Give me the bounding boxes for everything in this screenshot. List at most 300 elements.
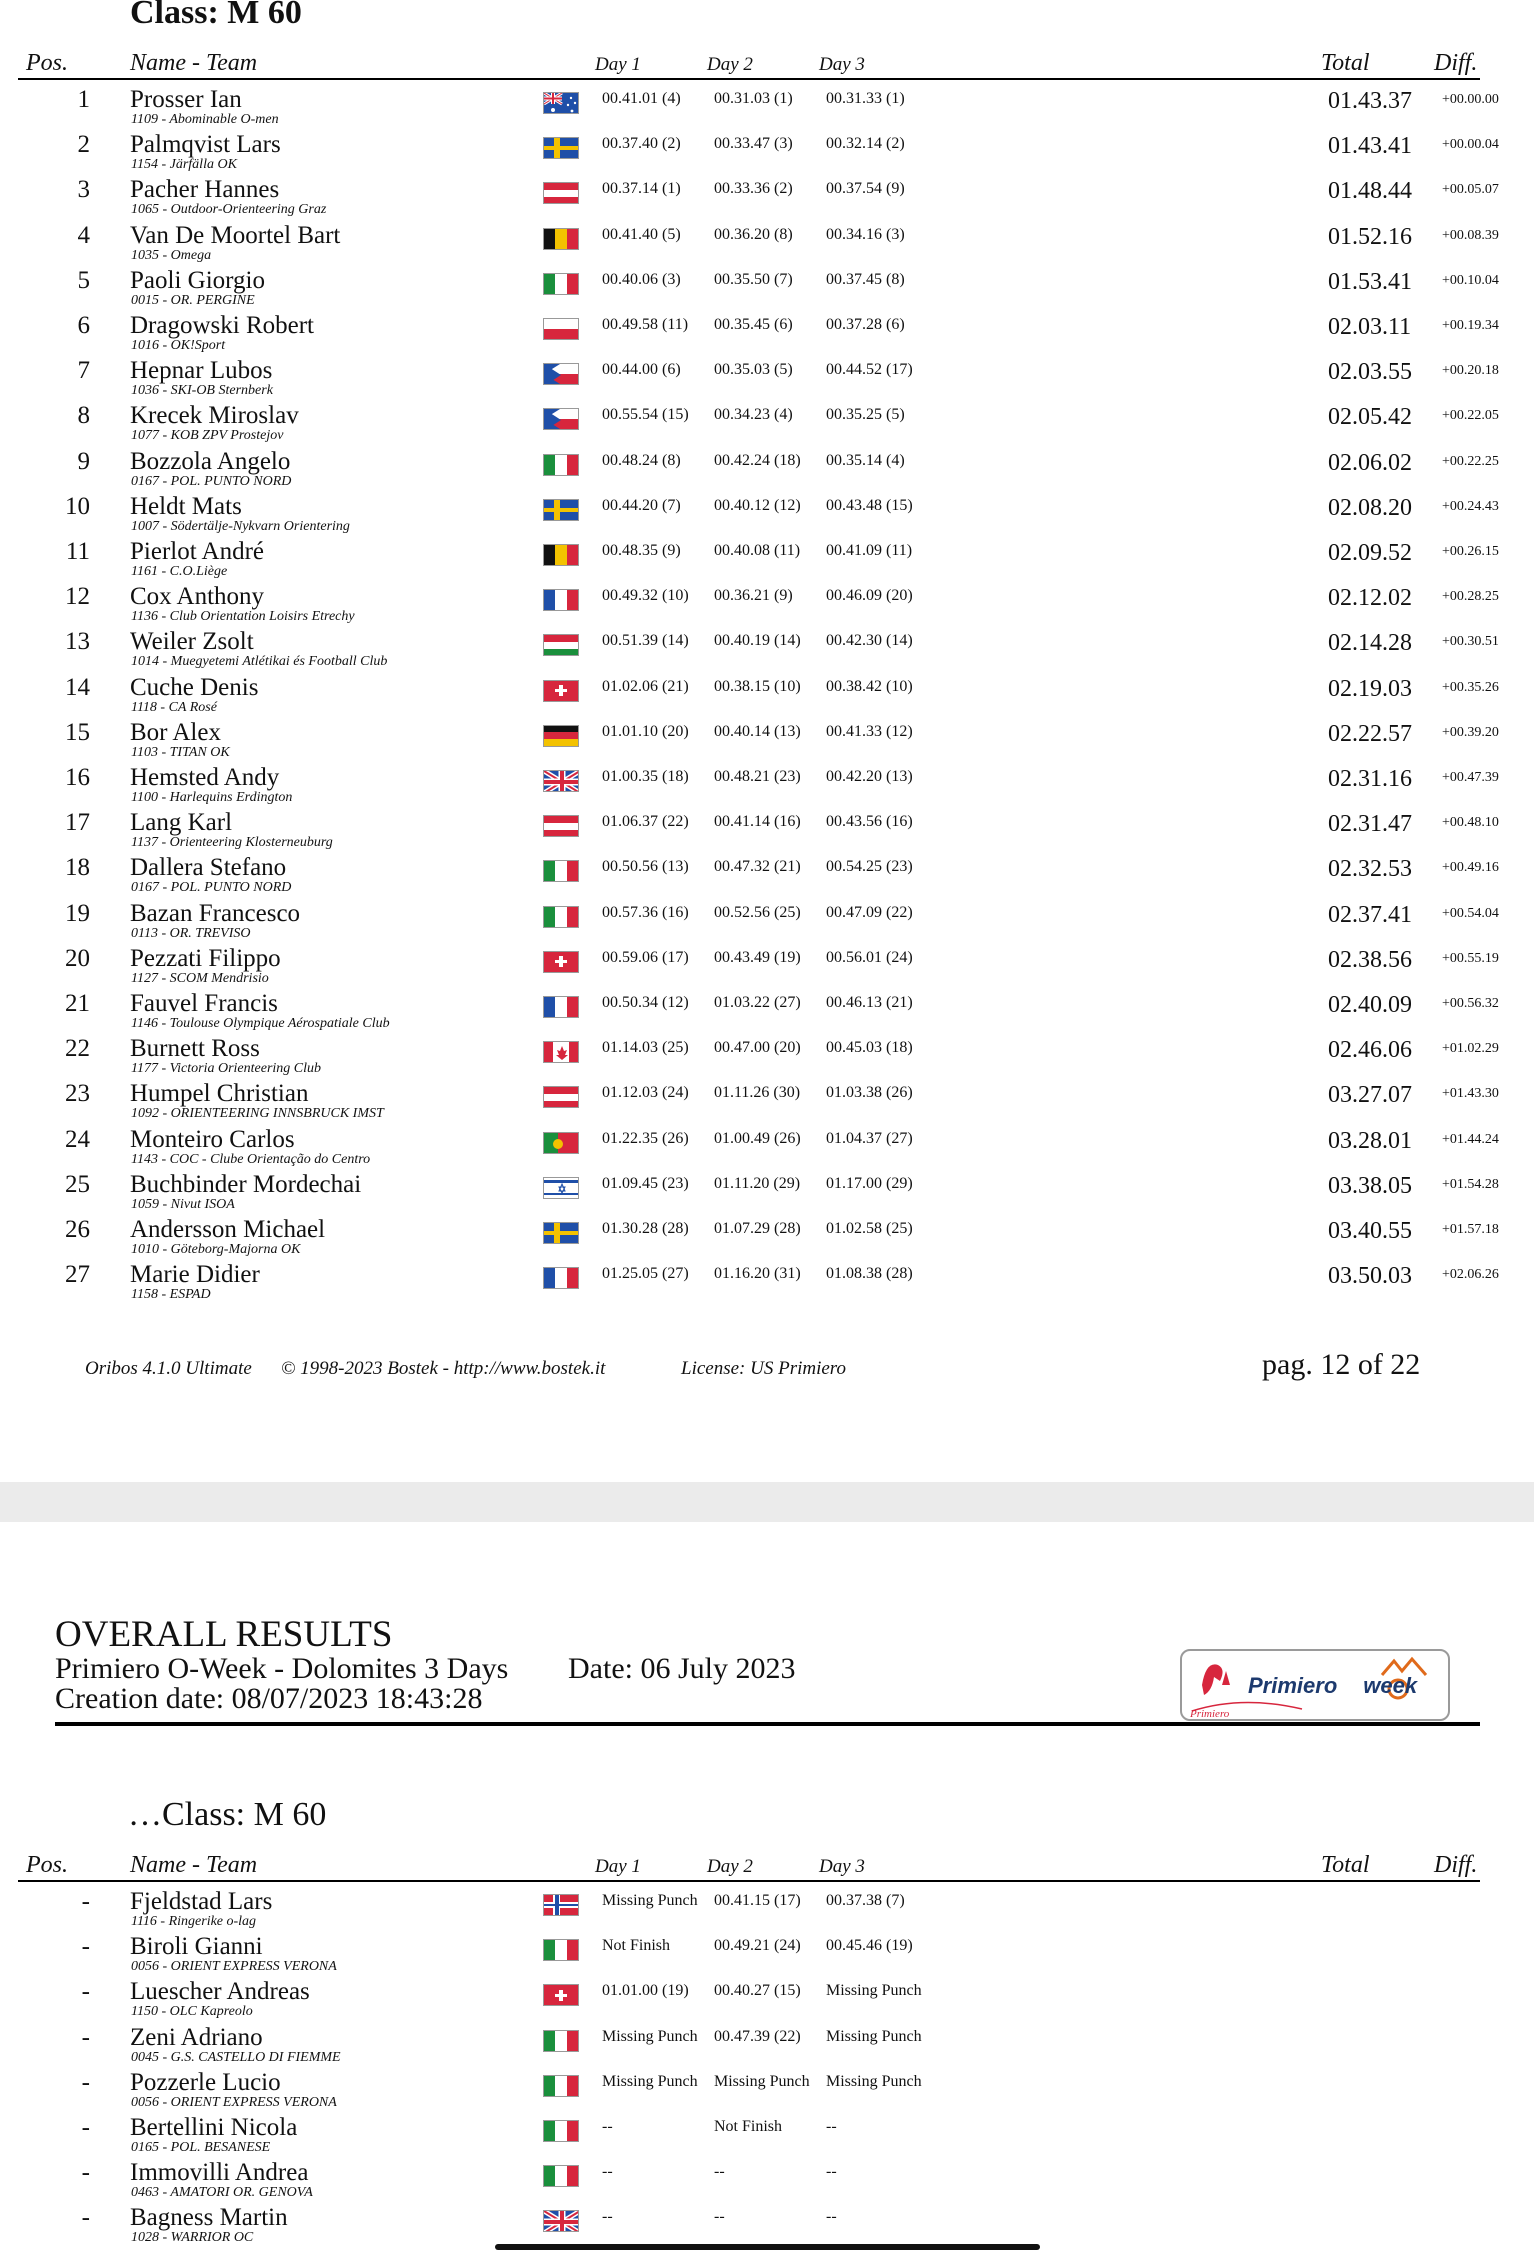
total-time: 01.52.16 [1328, 223, 1412, 250]
competitor-name: Cox Anthony [130, 583, 265, 611]
day3-time: 01.08.38 (28) [826, 1265, 913, 1283]
header-day1: Day 1 [595, 1856, 641, 1877]
position: - [81, 1933, 90, 1961]
day1-time: 00.44.00 (6) [602, 361, 681, 379]
competitor-name: Pezzati Filippo [130, 944, 281, 972]
position: 9 [77, 447, 90, 475]
team-name: 0113 - OR. TREVISO [131, 925, 251, 941]
time-diff: +00.05.07 [1442, 182, 1499, 198]
total-time: 02.06.02 [1328, 449, 1412, 476]
team-name: 1158 - ESPAD [131, 1287, 211, 1303]
position: 14 [65, 673, 90, 701]
competitor-name: Biroli Gianni [130, 1933, 263, 1961]
day3-time: Missing Punch [826, 2072, 922, 2090]
event-date: Date: 06 July 2023 [568, 1652, 796, 1685]
day2-time: 00.35.03 (5) [714, 361, 793, 379]
day1-time: Not Finish [602, 1937, 671, 1955]
flag-ita-icon [543, 273, 579, 295]
table-row [0, 762, 1534, 807]
flag-ita-icon [543, 860, 579, 882]
competitor-name: Lang Karl [130, 809, 233, 837]
time-diff: +01.54.28 [1442, 1176, 1499, 1192]
position: 21 [65, 990, 90, 1017]
day3-time: -- [826, 2118, 837, 2135]
competitor-name: Zeni Adriano [130, 2023, 263, 2051]
total-time: 02.38.56 [1328, 946, 1412, 973]
table-row [0, 1033, 1534, 1078]
competitor-name: Weiler Zsolt [130, 628, 254, 656]
day1-time: -- [602, 2208, 613, 2226]
competitor-name: Fauvel Francis [130, 990, 278, 1017]
position: 22 [65, 1035, 90, 1063]
competitor-name: Van De Moortel Bart [130, 221, 341, 249]
day2-time: 01.03.22 (27) [714, 994, 801, 1011]
creation-date: Creation date: 08/07/2023 18:43:28 [55, 1682, 483, 1715]
day1-time: 00.48.24 (8) [602, 451, 681, 469]
flag-swe-icon [543, 499, 579, 521]
position: 20 [65, 944, 90, 972]
header-name: Name - Team [130, 50, 258, 76]
flag-cze-icon [543, 408, 579, 430]
day2-time: 00.41.14 (16) [714, 813, 801, 831]
flag-por-icon [543, 1132, 579, 1154]
team-name: 1137 - Orienteering Klosterneuburg [131, 835, 333, 851]
table-row [0, 2202, 1534, 2247]
competitor-name: Marie Didier [130, 1261, 260, 1289]
day2-time: -- [714, 2208, 725, 2226]
team-name: 0056 - ORIENT EXPRESS VERONA [131, 1959, 337, 1975]
time-diff: +01.02.29 [1442, 1041, 1499, 1057]
day2-time: 00.38.15 (10) [714, 677, 801, 695]
day2-time: 01.11.20 (29) [714, 1174, 801, 1192]
position: - [81, 1978, 90, 2006]
flag-fra-icon [543, 589, 579, 611]
total-time: 02.19.03 [1328, 675, 1412, 702]
table-row [0, 355, 1534, 400]
table-row [0, 943, 1534, 988]
day2-time: Missing Punch [714, 2072, 810, 2090]
day1-time: 01.25.05 (27) [602, 1265, 689, 1283]
time-diff: +00.35.26 [1442, 679, 1499, 695]
results-page-13 [0, 1522, 1534, 2250]
flag-ita-icon [543, 2120, 579, 2142]
table-row [0, 174, 1534, 219]
team-name: 1161 - C.O.Liège [131, 564, 228, 579]
day1-time: 01.14.03 (25) [602, 1039, 689, 1057]
table-row [0, 265, 1534, 310]
flag-cze-icon [543, 363, 579, 385]
time-diff: +00.19.34 [1442, 318, 1499, 333]
day3-time: 00.54.25 (23) [826, 858, 913, 876]
day2-time: 00.41.15 (17) [714, 1892, 801, 1909]
time-diff: +00.48.10 [1442, 815, 1499, 831]
day3-time: 00.44.52 (17) [826, 361, 913, 379]
team-name: 0167 - POL. PUNTO NORD [131, 473, 292, 489]
day3-time: 00.43.56 (16) [826, 813, 913, 831]
total-time: 02.03.11 [1328, 314, 1412, 340]
time-diff: +00.26.15 [1442, 544, 1499, 559]
day2-time: 00.36.21 (9) [714, 587, 793, 605]
day2-time: 00.43.49 (19) [714, 948, 801, 966]
team-name: 0463 - AMATORI OR. GENOVA [131, 2185, 313, 2201]
flag-sui-icon [543, 1984, 579, 2006]
competitor-name: Prosser Ian [130, 86, 242, 113]
competitor-name: Bazan Francesco [130, 899, 301, 927]
position: - [81, 2023, 90, 2051]
day1-time: -- [602, 2118, 613, 2135]
day2-time: Not Finish [714, 2118, 783, 2135]
position: 26 [65, 1216, 90, 1243]
table-row [0, 220, 1534, 265]
time-diff: +01.44.24 [1442, 1131, 1499, 1147]
team-name: 1154 - Järfälla OK [131, 157, 237, 173]
day2-time: 00.35.45 (6) [714, 316, 793, 333]
flag-sui-icon [543, 680, 579, 702]
team-name: 1146 - Toulouse Olympique Aérospatiale Club [131, 1016, 390, 1031]
day1-time: 00.59.06 (17) [602, 948, 689, 966]
total-time: 01.43.37 [1328, 88, 1412, 114]
table-row [0, 1078, 1534, 1123]
team-name: 1092 - ORIENTEERING INNSBRUCK IMST [131, 1106, 384, 1122]
header-rule [18, 78, 1480, 80]
day1-time: 00.41.40 (5) [602, 225, 681, 243]
page-number: pag. 12 of 22 [1262, 1348, 1421, 1381]
team-name: 1077 - KOB ZPV Prostejov [131, 428, 284, 444]
total-time: 02.14.28 [1328, 630, 1412, 657]
flag-aus-icon [543, 92, 579, 114]
day2-time: 00.35.50 (7) [714, 270, 793, 288]
time-diff: +00.54.04 [1442, 905, 1499, 921]
event-name: Primiero O-Week - Dolomites 3 Days [55, 1652, 509, 1685]
day3-time: 00.47.09 (22) [826, 903, 913, 921]
total-time: 03.28.01 [1328, 1127, 1412, 1154]
competitor-name: Pacher Hannes [130, 176, 280, 204]
header-total: Total [1321, 1852, 1370, 1878]
position: 15 [65, 718, 90, 746]
day1-time: 00.49.32 (10) [602, 587, 689, 605]
day1-time: 01.01.00 (19) [602, 1982, 689, 2000]
position: - [81, 2114, 90, 2141]
day3-time: 00.37.28 (6) [826, 316, 905, 333]
position: 12 [65, 583, 90, 611]
header-rule-2 [18, 1880, 1480, 1882]
overall-results-title: OVERALL RESULTS [55, 1614, 393, 1655]
team-name: 1100 - Harlequins Erdington [131, 790, 293, 805]
header-day2: Day 2 [707, 54, 753, 75]
position: 18 [65, 854, 90, 882]
team-name: 0015 - OR. PERGINE [131, 292, 255, 308]
table-row [0, 2157, 1534, 2202]
day3-time: 00.45.03 (18) [826, 1039, 913, 1057]
total-time: 02.32.53 [1328, 856, 1412, 883]
table-row [0, 2112, 1534, 2157]
position: 16 [65, 764, 90, 791]
flag-bel-icon [543, 544, 579, 566]
competitor-name: Immovilli Andrea [130, 2159, 309, 2187]
competitor-name: Hepnar Lubos [130, 357, 273, 385]
team-name: 1150 - OLC Kapreolo [131, 2004, 253, 2020]
table-row [0, 1214, 1534, 1259]
total-time: 03.27.07 [1328, 1082, 1412, 1109]
table-row [0, 898, 1534, 943]
day3-time: 00.37.45 (8) [826, 270, 905, 288]
time-diff: +01.43.30 [1442, 1086, 1499, 1102]
competitor-name: Paoli Giorgio [130, 266, 265, 294]
day2-time: 01.07.29 (28) [714, 1220, 801, 1237]
time-diff: +00.10.04 [1442, 272, 1499, 288]
day1-time: 00.57.36 (16) [602, 903, 689, 921]
day2-time: 01.00.49 (26) [714, 1129, 801, 1147]
logo-subtext: Primiero [1190, 1708, 1230, 1719]
position: 11 [65, 538, 90, 565]
table-row [0, 129, 1534, 174]
competitor-name: Dragowski Robert [130, 312, 314, 339]
footer-copyright: © 1998-2023 Bostek - http://www.bostek.it [281, 1358, 606, 1379]
table-row [0, 2022, 1534, 2067]
competitor-name: Bor Alex [130, 718, 221, 746]
position: 27 [65, 1261, 90, 1289]
day1-time: -- [602, 2163, 613, 2181]
flag-aut-icon [543, 1086, 579, 1108]
day2-time: 00.40.27 (15) [714, 1982, 801, 2000]
time-diff: +00.20.18 [1442, 363, 1499, 379]
position: 25 [65, 1170, 90, 1198]
time-diff: +00.22.25 [1442, 453, 1499, 469]
competitor-name: Humpel Christian [130, 1080, 309, 1108]
day1-time: 00.41.01 (4) [602, 90, 681, 107]
competitor-name: Bozzola Angelo [130, 447, 291, 475]
table-row [0, 672, 1534, 717]
footer-software: Oribos 4.1.0 Ultimate [85, 1358, 252, 1379]
day2-time: 00.34.23 (4) [714, 406, 793, 424]
header-total: Total [1321, 50, 1370, 76]
day2-time: 01.11.26 (30) [714, 1084, 801, 1102]
day1-time: 01.30.28 (28) [602, 1220, 689, 1237]
header-diff: Diff. [1434, 1852, 1478, 1878]
flag-hun-icon [543, 634, 579, 656]
day2-time: 00.40.12 (12) [714, 496, 801, 514]
flag-aut-icon [543, 815, 579, 837]
position: 2 [77, 131, 90, 159]
total-time: 02.09.52 [1328, 540, 1412, 566]
position: 24 [65, 1125, 90, 1153]
competitor-name: Dallera Stefano [130, 854, 287, 882]
competitor-name: Monteiro Carlos [130, 1125, 295, 1153]
table-row [0, 1124, 1534, 1169]
time-diff: +00.00.04 [1442, 137, 1499, 153]
day1-time: 01.22.35 (26) [602, 1129, 689, 1147]
day3-time: 00.37.38 (7) [826, 1892, 905, 1909]
team-name: 1177 - Victoria Orienteering Club [131, 1061, 322, 1077]
position: - [81, 1888, 90, 1915]
day3-time: 00.38.42 (10) [826, 677, 913, 695]
day2-time: 00.52.56 (25) [714, 903, 801, 921]
team-name: 1014 - Muegyetemi Atlétikai és Football Club [131, 654, 388, 670]
team-name: 1065 - Outdoor-Orienteering Graz [131, 202, 327, 218]
competitor-name: Heldt Mats [130, 492, 242, 520]
total-time: 03.40.55 [1328, 1218, 1412, 1244]
day3-time: 00.32.14 (2) [826, 135, 905, 153]
time-diff: +00.49.16 [1442, 860, 1499, 876]
day2-time: 00.36.20 (8) [714, 225, 793, 243]
position: 8 [77, 402, 90, 430]
day3-time: 00.46.09 (20) [826, 587, 913, 605]
position: 3 [77, 176, 90, 204]
total-time: 02.05.42 [1328, 404, 1412, 431]
table-row [0, 1931, 1534, 1976]
competitor-name: Bagness Martin [130, 2204, 288, 2232]
position: 19 [65, 899, 90, 927]
day1-time: Missing Punch [602, 2072, 698, 2090]
position: 4 [77, 221, 90, 249]
competitor-name: Luescher Andreas [130, 1978, 310, 2006]
team-name: 1116 - Ringerike o-lag [131, 1914, 257, 1929]
flag-gbr-icon [543, 2210, 579, 2232]
flag-bel-icon [543, 228, 579, 250]
table-row [0, 536, 1534, 581]
header-name: Name - Team [130, 1852, 258, 1878]
flag-ita-icon [543, 906, 579, 928]
day1-time: 00.37.14 (1) [602, 180, 681, 198]
day3-time: 01.03.38 (26) [826, 1084, 913, 1102]
table-row [0, 491, 1534, 536]
table-row [0, 1169, 1534, 1214]
logo-text: Primiero week [1248, 1673, 1418, 1698]
day3-time: 00.46.13 (21) [826, 994, 913, 1011]
position: - [81, 2204, 90, 2232]
total-time: 02.46.06 [1328, 1037, 1412, 1064]
team-name: 0056 - ORIENT EXPRESS VERONA [131, 2094, 337, 2110]
header-pos: Pos. [26, 1852, 68, 1878]
flag-nor-icon [543, 1894, 579, 1916]
day2-time: 00.40.14 (13) [714, 722, 801, 740]
team-name: 1136 - Club Orientation Loisirs Etrechy [131, 609, 355, 625]
team-name: 1035 - Omega [131, 247, 212, 263]
day2-time: 00.33.47 (3) [714, 135, 793, 153]
total-time: 02.31.47 [1328, 811, 1412, 838]
day1-time: 01.12.03 (24) [602, 1084, 689, 1102]
footer-license: License: US Primiero [681, 1358, 846, 1379]
competitor-name: Palmqvist Lars [130, 131, 281, 159]
class-title: Class: M 60 [130, 0, 302, 31]
flag-gbr-icon [543, 770, 579, 792]
time-diff: +00.22.05 [1442, 408, 1499, 424]
table-row [0, 446, 1534, 491]
flag-ita-icon [543, 2075, 579, 2097]
position: 1 [77, 86, 90, 113]
time-diff: +00.08.39 [1442, 227, 1499, 243]
day1-time: 01.01.10 (20) [602, 722, 689, 740]
flag-fra-icon [543, 996, 579, 1018]
team-name: 1016 - OK!Sport [131, 338, 226, 353]
day1-time: 00.49.58 (11) [602, 316, 689, 333]
primiero-week-logo [1180, 1649, 1450, 1721]
day2-time: 00.40.19 (14) [714, 632, 801, 650]
team-name: 0045 - G.S. CASTELLO DI FIEMME [131, 2049, 341, 2065]
team-name: 1118 - CA Rosé [131, 699, 217, 715]
competitor-name: Buchbinder Mordechai [130, 1170, 362, 1198]
day3-time: 00.41.33 (12) [826, 722, 913, 740]
table-row [0, 1886, 1534, 1931]
table-row [0, 2067, 1534, 2112]
position: 5 [77, 266, 90, 294]
day2-time: 00.47.32 (21) [714, 858, 801, 876]
time-diff: +00.56.32 [1442, 996, 1499, 1011]
day3-time: 00.35.25 (5) [826, 406, 905, 424]
flag-ita-icon [543, 2030, 579, 2052]
table-row [0, 1259, 1534, 1304]
position: 7 [77, 357, 90, 385]
table-row [0, 626, 1534, 671]
position: - [81, 2068, 90, 2096]
flag-ger-icon [543, 725, 579, 747]
competitor-name: Hemsted Andy [130, 764, 280, 791]
team-name: 1059 - Nivut ISOA [131, 1196, 235, 1212]
time-diff: +01.57.18 [1442, 1222, 1499, 1237]
total-time: 02.03.55 [1328, 359, 1412, 386]
competitor-name: Cuche Denis [130, 673, 259, 701]
total-time: 02.08.20 [1328, 494, 1412, 521]
total-time: 02.12.02 [1328, 585, 1412, 612]
class-title-continued: …Class: M 60 [128, 1796, 327, 1833]
day1-time: Missing Punch [602, 1892, 698, 1909]
total-time: 02.37.41 [1328, 901, 1412, 928]
total-time: 01.53.41 [1328, 268, 1412, 295]
day2-time: 00.49.21 (24) [714, 1937, 801, 1955]
total-time: 01.48.44 [1328, 178, 1412, 205]
team-name: 1103 - TITAN OK [131, 744, 230, 760]
time-diff: +00.00.00 [1442, 92, 1499, 107]
total-time: 01.43.41 [1328, 133, 1412, 160]
day3-time: 00.31.33 (1) [826, 90, 905, 107]
day3-time: 00.45.46 (19) [826, 1937, 913, 1955]
day3-time: 00.41.09 (11) [826, 542, 913, 559]
competitor-name: Krecek Miroslav [130, 402, 299, 430]
total-time: 02.31.16 [1328, 766, 1412, 792]
flag-pol-icon [543, 318, 579, 340]
team-name: 1028 - WARRIOR OC [131, 2230, 254, 2246]
day1-time: 01.02.06 (21) [602, 677, 689, 695]
day1-time: 00.50.56 (13) [602, 858, 689, 876]
flag-fra-icon [543, 1267, 579, 1289]
competitor-name: Burnett Ross [130, 1035, 260, 1063]
time-diff: +00.55.19 [1442, 950, 1499, 966]
team-name: 1143 - COC - Clube Orientação do Centro [131, 1151, 371, 1167]
flag-isr-icon [543, 1177, 579, 1199]
header-diff: Diff. [1434, 50, 1478, 76]
table-row [0, 581, 1534, 626]
table-row [0, 310, 1534, 355]
flag-ita-icon [543, 1939, 579, 1961]
day1-time: 00.44.20 (7) [602, 496, 681, 514]
day3-time: -- [826, 2163, 837, 2181]
day3-time: 00.56.01 (24) [826, 948, 913, 966]
day3-time: 01.04.37 (27) [826, 1129, 913, 1147]
time-diff: +00.47.39 [1442, 770, 1499, 785]
flag-ita-icon [543, 454, 579, 476]
flag-ita-icon [543, 2165, 579, 2187]
day3-time: 00.43.48 (15) [826, 496, 913, 514]
position: 17 [65, 809, 90, 837]
home-indicator [495, 2244, 1040, 2250]
total-time: 02.22.57 [1328, 720, 1412, 747]
position: 23 [65, 1080, 90, 1108]
header-day1: Day 1 [595, 54, 641, 75]
competitor-name: Pierlot André [130, 538, 265, 565]
team-name: 0167 - POL. PUNTO NORD [131, 880, 292, 896]
day3-time: 01.17.00 (29) [826, 1174, 913, 1192]
day3-time: 00.35.14 (4) [826, 451, 905, 469]
